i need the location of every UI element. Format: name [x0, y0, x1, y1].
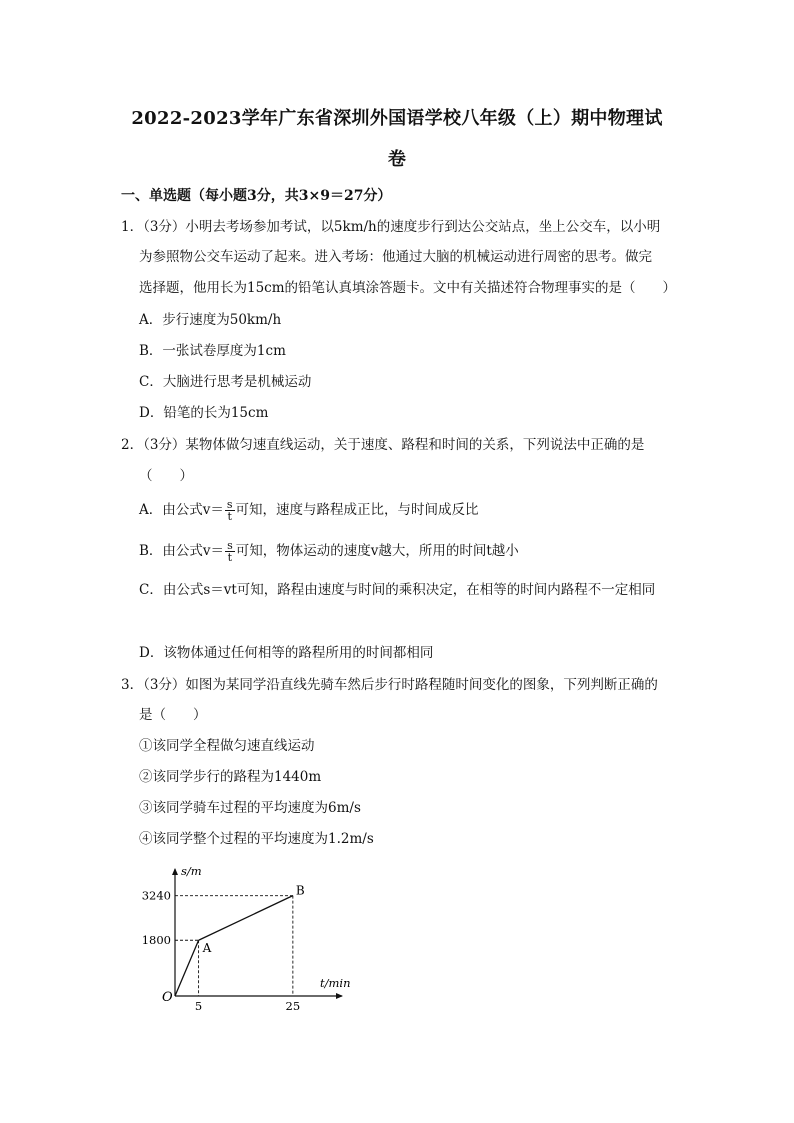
origin-label: O: [162, 990, 173, 1005]
y-tick-label: 3240: [141, 888, 171, 903]
q3-stem-line2: 是（ ）: [139, 707, 207, 723]
speed-formula-fraction: [225, 499, 235, 522]
q2-option-b-prefix: B．由公式v＝: [139, 543, 225, 559]
exam-title-line2: 卷: [387, 149, 407, 170]
q1-stem-line1: 1．（3分）小明去考场参加考试，以5km/h的速度步行到达公交站点，坐上公交车，以小明: [121, 219, 661, 235]
data-segment: [175, 940, 199, 996]
speed-formula-fraction: [225, 540, 235, 563]
fraction-denominator: t: [227, 551, 233, 564]
q1-option-c: C．大脑进行思考是机械运动: [139, 374, 312, 390]
q2-stem-line2: （ ）: [139, 468, 193, 484]
q2-option-d: D．该物体通过任何相等的路程所用的时间都相同: [139, 645, 434, 661]
y-axis-label: s/m: [181, 864, 202, 878]
q2-option-a-suffix: 可知，速度与路程成正比，与时间成反比: [235, 502, 479, 518]
q2-stem-line1: 2．（3分）某物体做匀速直线运动，关于速度、路程和时间的关系，下列说法中正确的是: [121, 437, 645, 453]
q2-option-a-prefix: A．由公式v＝: [139, 502, 224, 518]
q2-option-a: [139, 499, 479, 522]
q1-option-d: D．铅笔的长为15cm: [139, 405, 269, 421]
data-segment: [199, 896, 293, 941]
q3-statement-4: ④该同学整个过程的平均速度为1.2m/s: [139, 831, 374, 847]
point-label: B: [295, 883, 305, 898]
q1-stem-line3: 选择题，他用长为15cm的铅笔认真填涂答题卡。文中有关描述符合物理事实的是（ ）: [139, 280, 677, 296]
point-label: A: [202, 941, 212, 956]
graph-marks: [142, 864, 351, 1013]
exam-title-line1: 2022-2023学年广东省深圳外国语学校八年级（上）期中物理试: [131, 108, 663, 129]
q3-statement-2: ②该同学步行的路程为1440m: [139, 769, 322, 785]
fraction-denominator: t: [227, 510, 232, 523]
q1-option-a: A．步行速度为50km/h: [139, 312, 282, 328]
x-tick-label: 5: [194, 999, 203, 1013]
fraction-numerator: s: [227, 539, 233, 552]
fraction-numerator: s: [226, 498, 233, 511]
q1-option-b: B．一张试卷厚度为1cm: [139, 343, 286, 359]
y-tick-label: 1800: [141, 933, 171, 948]
q3-statement-1: ①该同学全程做匀速直线运动: [139, 738, 315, 754]
x-tick-label: 25: [285, 999, 301, 1013]
x-axis-label: t/min: [320, 976, 351, 990]
q3-statement-3: ③该同学骑车过程的平均速度为6m/s: [139, 800, 361, 816]
q2-option-c: C．由公式s＝vt可知，路程由速度与时间的乘积决定，在相等的时间内路程不一定相同: [139, 582, 656, 598]
q2-option-b-suffix: 可知，物体运动的速度v越大，所用的时间t越小: [235, 543, 519, 559]
q3-stem-line1: 3．（3分）如图为某同学沿直线先骑车然后步行时路程随时间变化的图象，下列判断正确的: [121, 677, 658, 693]
section-heading: 一、单选题（每小题3分，共3×9＝27分）: [121, 188, 392, 204]
q1-stem-line2: 为参照物公交车运动了起来。进入考场：他通过大脑的机械运动进行周密的思考。做完: [139, 249, 652, 265]
distance-time-graph: [130, 855, 370, 1020]
q2-option-b: [139, 540, 519, 563]
